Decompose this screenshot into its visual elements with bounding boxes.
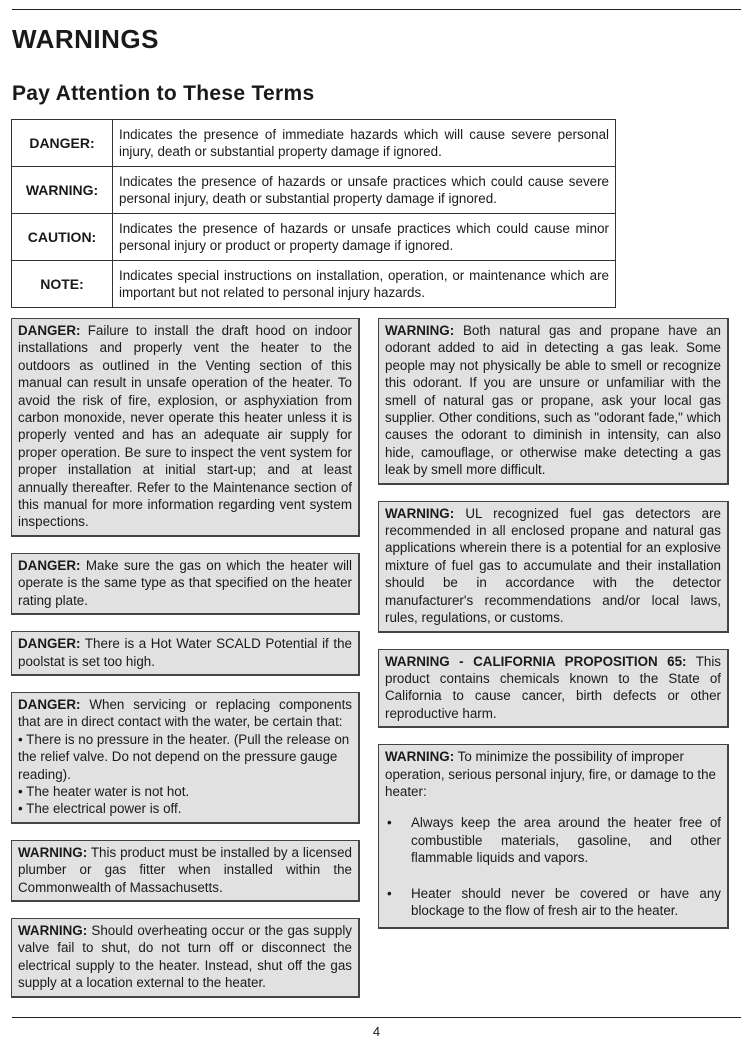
box-text: This product contains chemicals known to the State of California to cause cancer, birth defects or other reproductive harm. [385, 653, 722, 721]
box-label: WARNING: [385, 505, 455, 521]
bottom-rule [12, 1017, 741, 1018]
terms-row [12, 214, 616, 261]
danger-box-gas-type [11, 553, 360, 615]
box-label: WARNING: [385, 323, 455, 338]
box-text: When servicing or replacing components that are in direct contact with the water, be certain that: [18, 696, 352, 730]
box-label: DANGER: [18, 557, 81, 573]
warning-box-massachusetts [11, 840, 360, 902]
box-label: DANGER: [18, 323, 81, 338]
terms-row [12, 261, 616, 308]
section-subtitle: Pay Attention to These Terms [12, 82, 315, 105]
box-label: WARNING - CALIFORNIA PROPOSITION 65: [385, 653, 687, 669]
list-item-text: Heater should never be covered or have any blockage to the flow of fresh air to the heater. [411, 885, 721, 918]
term-label: WARNING: [12, 167, 113, 214]
box-intro [385, 748, 721, 800]
box-text: Both natural gas and propane have an odorant added to aid in detecting a gas leak. Some people may not physically be able to smell or recognize this odorant. If you are unsure or unfamiliar with the smell of natural gas or propane, ask your local gas supplier. Other conditions, such as "odorant fade," which causes the odorant to diminish in intensity, can also hide, camouflage, or otherwise make detecting a gas leak by smell more difficult. [385, 323, 721, 478]
danger-box-scald [11, 631, 360, 676]
terms-row [12, 167, 616, 214]
box-label: WARNING: [18, 922, 88, 938]
term-definition: Indicates the presence of hazards or unsafe practices which could cause minor personal injury or product or property damage if ignored. [113, 214, 616, 261]
list-item [385, 885, 721, 920]
warning-box-gas-detectors [378, 501, 729, 633]
box-text: There is a Hot Water SCALD Potential if the poolstat is set too high. [18, 636, 352, 669]
danger-box-servicing [11, 692, 360, 824]
bullet-icon: • [387, 885, 392, 901]
term-label: CAUTION: [12, 214, 113, 261]
term-definition: Indicates special instructions on installation, operation, or maintenance which are important but not related to personal injury hazards. [113, 261, 616, 308]
right-warning-column [378, 318, 729, 945]
term-label: NOTE: [12, 261, 113, 308]
box-text: UL recognized fuel gas detectors are recommended in all enclosed propane and natural gas applications wherein there is a potential for an explosive mixture of fuel gas to accumulate and their installation should be in accordance with the detector manufacturer's recommendations and/or local laws, rules, regulations, or customs. [385, 505, 721, 626]
warning-box-overheating [11, 918, 360, 998]
box-label: WARNING: [18, 844, 88, 860]
box-label: DANGER: [18, 636, 81, 652]
list-item [385, 814, 721, 866]
warning-box-improper-operation [378, 744, 729, 929]
box-text: Failure to install the draft hood on indoor installations and properly vent the heater to the outdoors as outlined in the Venting section of this manual can result in unsafe operation of the heater. To avoid the risk of fire, explosion, or asphyxiation from carbon monoxide, never operate this heater unless it is properly vented and has an adequate air supply for proper operation. Be sure to inspect the vent system for proper installation at initial start-up; and at least annually thereafter. Refer to the Maintenance section of this manual for more information regarding vent system inspections. [18, 323, 352, 530]
box-text: Make sure the gas on which the heater will operate is the same type as that specified on the heater rating plate. [18, 557, 352, 608]
box-text: Should overheating occur or the gas supply valve fail to shut, do not turn off or disconnect the electrical supply to the heater. Instead, shut off the gas supply at a location external to the heater. [18, 922, 352, 991]
list-item-text: Always keep the area around the heater free of combustible materials, gasoline, and other flammable liquids and vapors. [411, 815, 721, 866]
box-label: WARNING: [385, 749, 455, 765]
terms-table [11, 119, 616, 308]
box-line: • There is no pressure in the heater. (Pull the release on the relief valve. Do not depend on the pressure gauge reading). [18, 731, 350, 782]
term-label: DANGER: [12, 120, 113, 167]
warning-box-odorant [378, 318, 729, 485]
box-label: DANGER: [18, 696, 81, 712]
bullet-icon: • [387, 815, 392, 831]
box-line: • The electrical power is off. [18, 801, 182, 817]
page-title: WARNINGS [12, 24, 159, 54]
box-text: To minimize the possibility of improper operation, serious personal injury, fire, or damage to the heater: [385, 749, 716, 799]
terms-row [12, 120, 616, 167]
warning-box-prop-65 [378, 649, 729, 729]
term-definition: Indicates the presence of immediate hazards which will cause severe personal injury, death or substantial property damage if ignored. [113, 120, 616, 167]
box-line: • The heater water is not hot. [18, 783, 190, 799]
top-rule [12, 9, 741, 10]
box-text: This product must be installed by a licensed plumber or gas fitter when installed within the Commonwealth of Massachusetts. [18, 844, 352, 895]
left-warning-column [11, 318, 360, 1014]
bullet-list [385, 814, 721, 919]
page-number: 4 [372, 1024, 381, 1039]
danger-box-venting [11, 318, 360, 537]
term-definition: Indicates the presence of hazards or unsafe practices which could cause severe personal injury, death or substantial property damage if ignored. [113, 167, 616, 214]
